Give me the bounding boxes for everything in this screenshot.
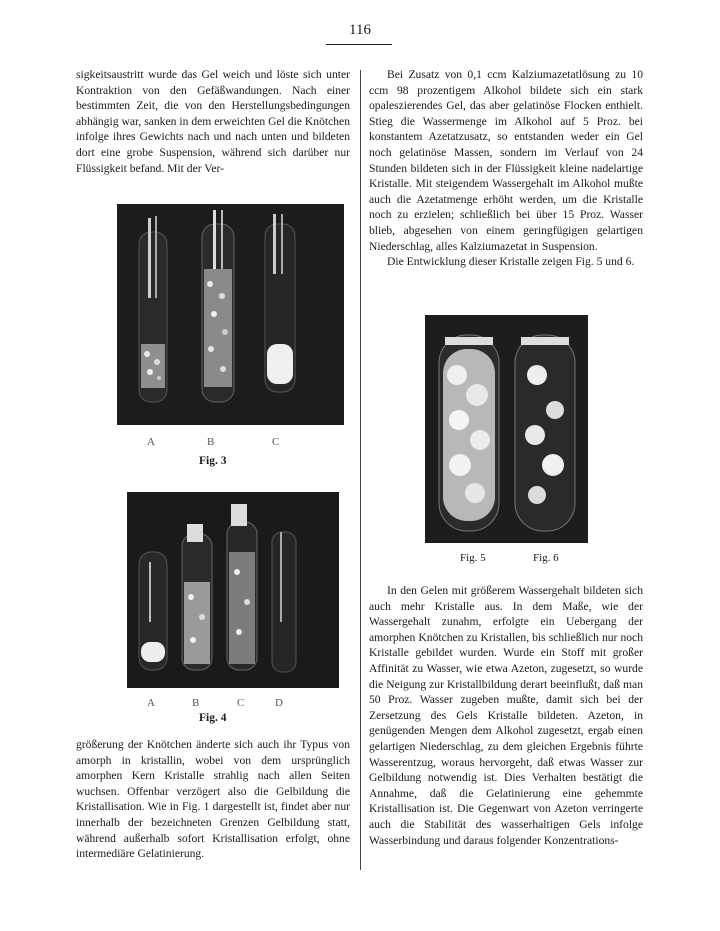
paragraph: Die Entwicklung dieser Kristalle zeigen Fig. 5 und 6. bbox=[387, 255, 635, 269]
tube-d bbox=[272, 532, 296, 672]
fig5-caption: Fig. 5 bbox=[460, 552, 486, 564]
fig3-label-b: B bbox=[207, 436, 215, 448]
fig4-photo bbox=[127, 492, 339, 688]
tube-c bbox=[265, 214, 295, 392]
fig3-photo bbox=[117, 204, 344, 425]
fig4-label-a: A bbox=[147, 697, 155, 709]
right-column-bottom bbox=[369, 583, 643, 848]
paragraph: sigkeitsaustritt wurde das Gel weich und löste sich unter Kontraktion von den Gefäßwandungen. Nach einer bestimmten Zeit, die von den Herstellungsbedingungen abhängig war, sanken in dem erweichten Gel die Knötchen infolge ihres Gewichts nach und nach unten und bildeten dort eine grobe Suspension, während sich darüber nur Flüssigkeit befand. Mit der Ver- bbox=[76, 68, 350, 175]
left-column-bottom bbox=[76, 737, 350, 862]
tube-b bbox=[202, 210, 234, 402]
fig4-label-d: D bbox=[275, 697, 283, 709]
paragraph: Bei Zusatz von 0,1 ccm Kalziumazetatlösung zu 10 ccm 98 prozentigem Alkohol bildete sich ein stark opaleszierendes Gel, das aber gelatinöse Flocken enthielt. Stieg die Wassermenge im Alkohol auf 5 Proz. bei konstantem Azetatzusatz, so entstanden weder ein Gel noch gelatinöse Massen, sondern im Verlauf von 24 Stunden bildeten sich in der Flüssigkeit kleine nadelartige Kristalle. Mit steigendem Wassergehalt im Alkohol mußte auch die Azetatmenge erhöht werden, um die Kristalle noch zu erzielen; schließlich bei über 15 Proz. Wasser blieb, abgesehen von einem geringfügigen gelartigen Niederschlag, alles Kalziumazetat in Suspension. bbox=[369, 68, 643, 253]
tube-fig5 bbox=[439, 335, 499, 531]
tube-c bbox=[227, 504, 257, 670]
fig4-label-b: B bbox=[192, 697, 200, 709]
column-divider bbox=[360, 70, 361, 870]
paragraph: In den Gelen mit größerem Wassergehalt bildeten sich auch mehr Kristalle aus. In dem Maße, wie der Wassergehalt zunahm, erfolgte ein Uebergang der amorphen Knötchen zu Kristallen, bis schließlich nur noch Kristalle gebildet wurden. Wurde ein Stoff mit großer Affinität zu Wasser, wie etwa Azeton, zugesetzt, so wurde die Neigung zur Kristallbildung derart beeinflußt, daß man 50 Proz. Wasser zugeben mußte, damit sich bei der Zersetzung des Gels Kristalle bildeten. Azeton, in genügenden Mengen dem Alkohol zugesetzt, ergab einen gelartigen Niederschlag, zu dem gleichen Ergebnis führte Wasserentzug, woraus hervorgeht, daß etwas Wasser zur Gelbildung notwendig ist. Dies Verhalten bestätigt die Annahme, daß die Gelatinierung eine gehemmte Kristallisation ist. Die Gegenwart von Azeton verringerte auch die Stabilität des wasserhaltigen Gels infolge Wasserbindung und daraus folgender Konzentrations- bbox=[369, 584, 643, 847]
tube-fig6 bbox=[515, 335, 575, 531]
header-rule bbox=[326, 44, 392, 45]
tube-b bbox=[182, 524, 212, 670]
fig5-6-photo bbox=[425, 315, 588, 543]
fig3-label-a: A bbox=[147, 436, 155, 448]
fig4-label-c: C bbox=[237, 697, 245, 709]
fig3-caption: Fig. 3 bbox=[199, 455, 227, 467]
fig6-caption: Fig. 6 bbox=[533, 552, 559, 564]
right-column-top bbox=[369, 67, 643, 270]
fig3-label-c: C bbox=[272, 436, 280, 448]
tube-a bbox=[139, 216, 167, 402]
left-column-top bbox=[76, 67, 350, 176]
fig4-caption: Fig. 4 bbox=[199, 712, 227, 724]
tube-a bbox=[139, 552, 167, 670]
page-number: 116 bbox=[349, 22, 371, 38]
paragraph: größerung der Knötchen änderte sich auch ihr Typus von amorph in kristallin, wobei von dem ursprünglich amorphen Kern Kristalle strahlig nach allen Seiten wuchsen. Offenbar verzögert also die Gelbildung die Kristallisation. Wie in Fig. 1 dargestellt ist, findet aber nur innerhalb der bezeichneten Grenzen Gelbildung statt, während außerhalb sofort Kristallisation erfolgt, ohne intermediäre Gelatinierung. bbox=[76, 738, 350, 861]
